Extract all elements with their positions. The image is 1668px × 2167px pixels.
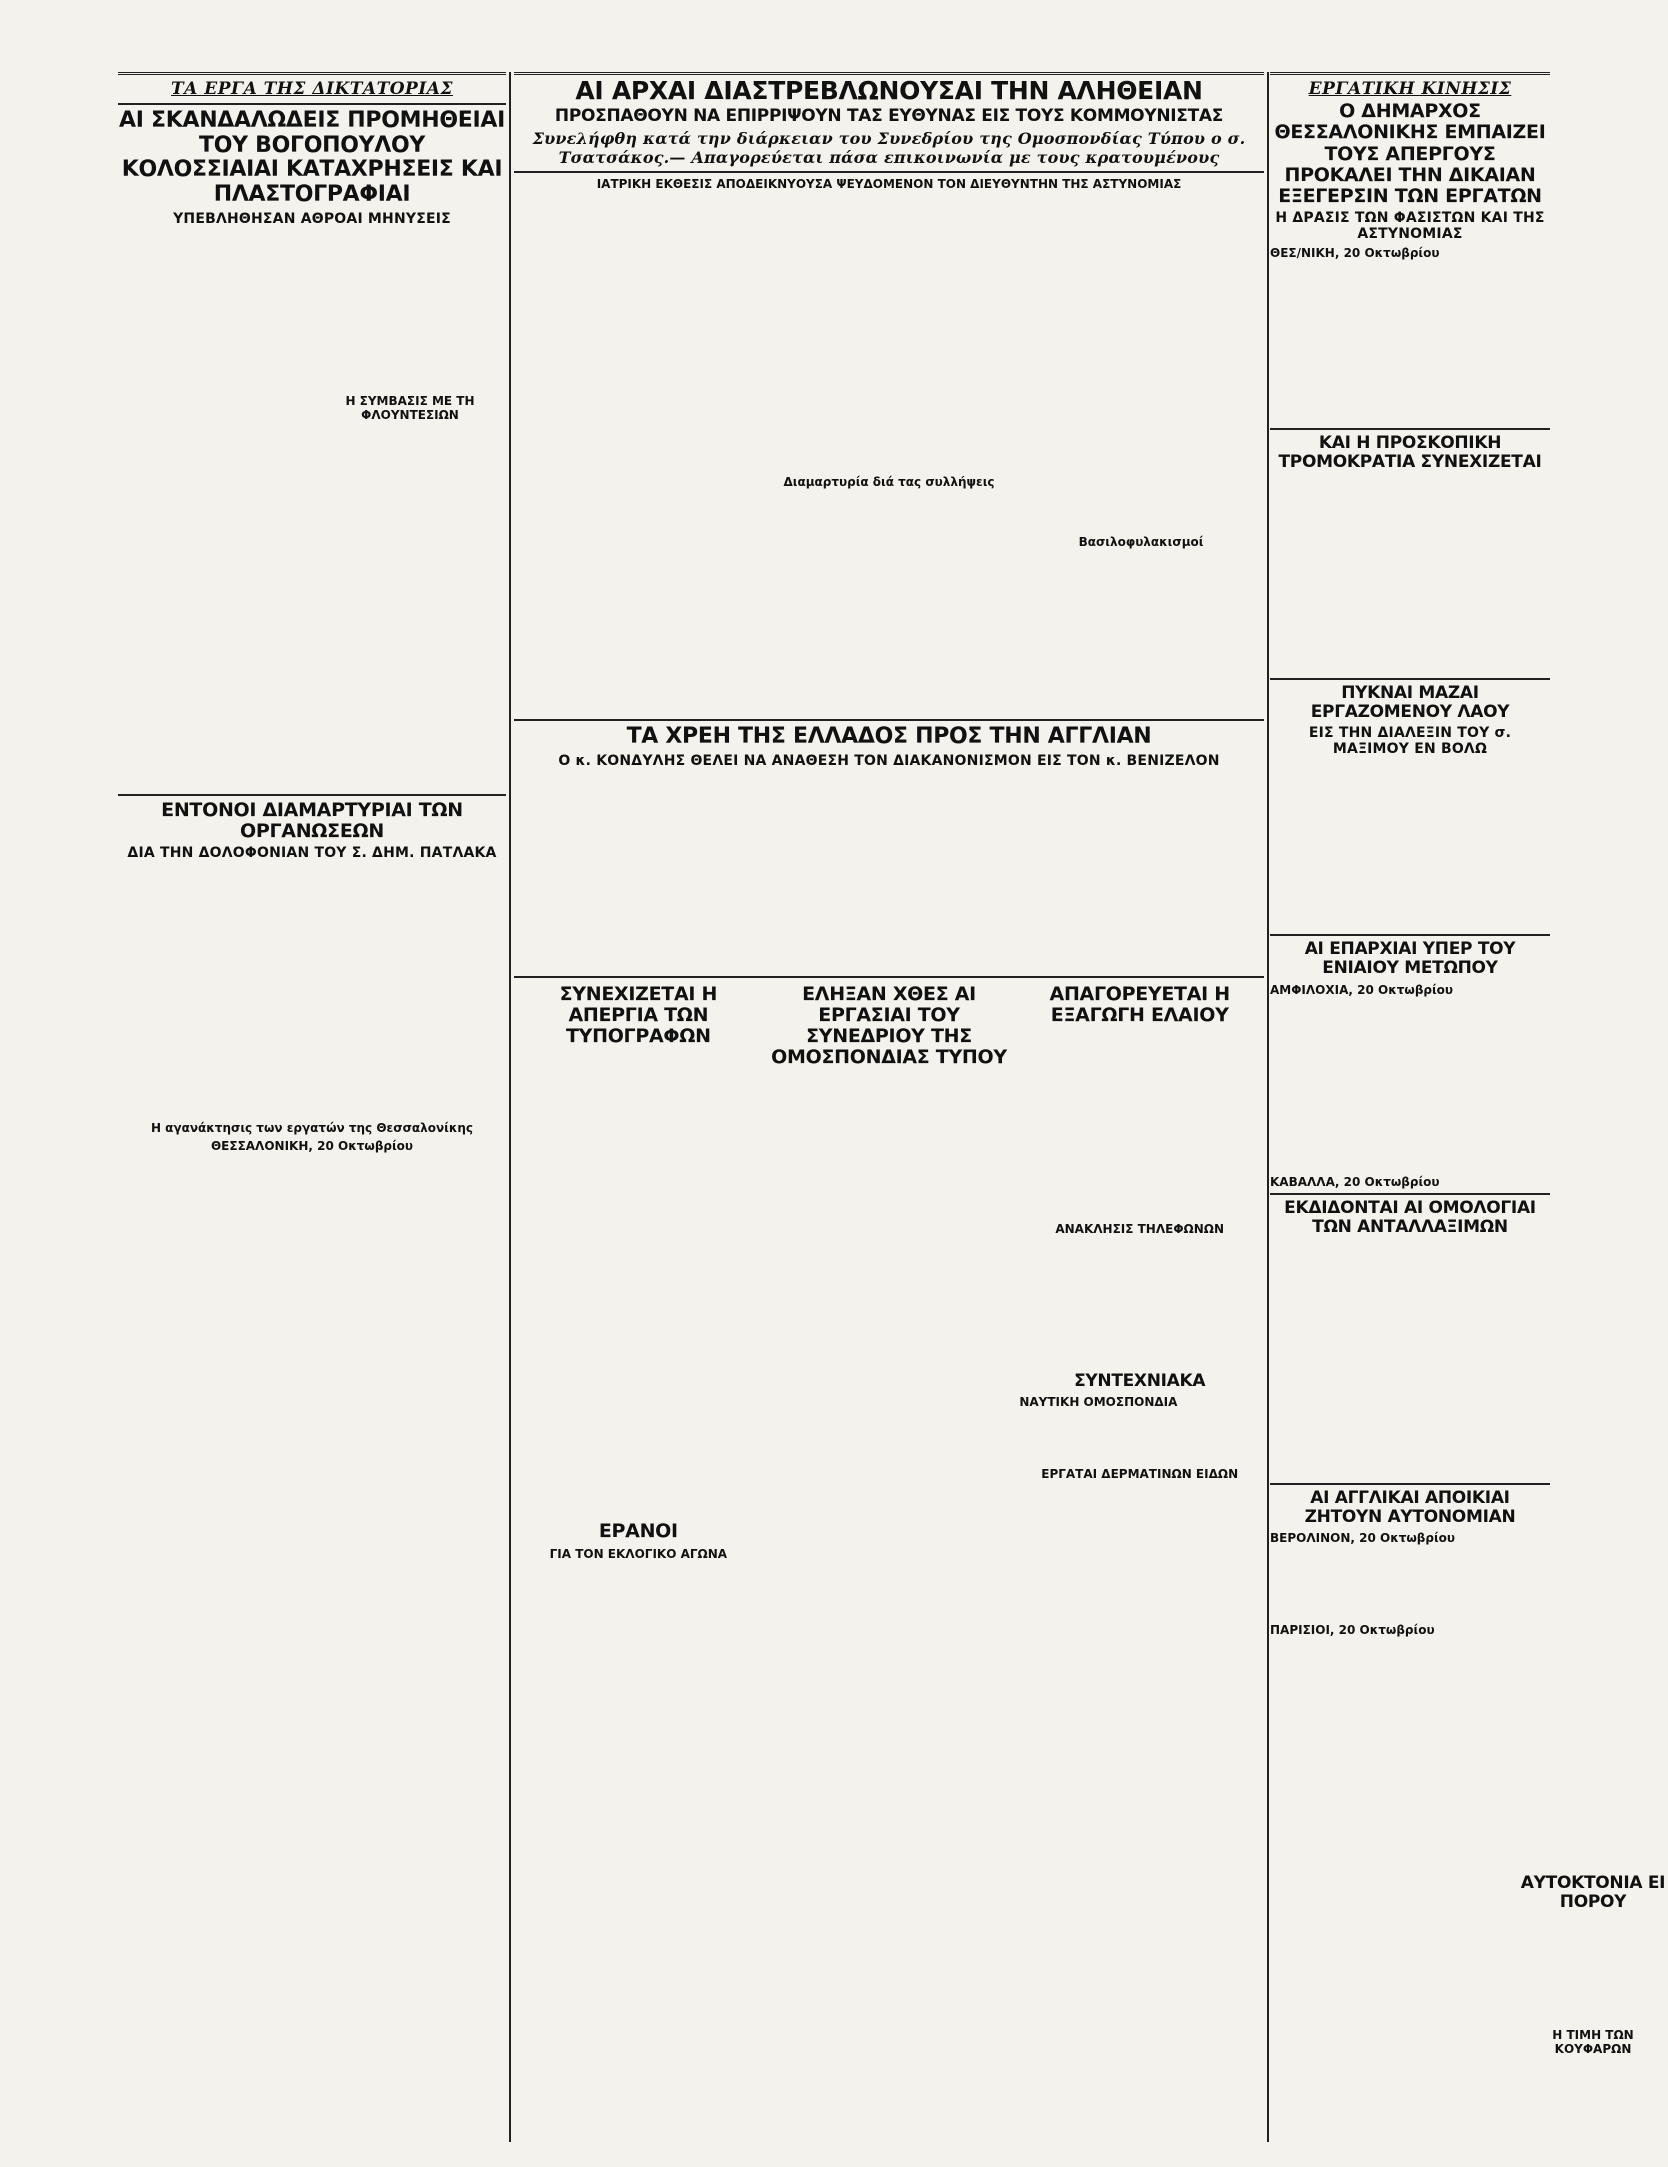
col2-section1: Διαμαρτυρία διά τας συλλήψεις — [783, 475, 995, 490]
col3-headline4: ΑΙ ΕΠΑΡΧΙΑΙ ΥΠΕΡ ΤΟΥ ΕΝΙΑΙΟΥ ΜΕΤΩΠΟΥ — [1304, 939, 1516, 979]
block-oil-export — [1019, 982, 1260, 1565]
col2-b3-item1: ΝΑΥΤΙΚΗ ΟΜΟΣΠΟΝΔΙΑ — [1019, 1395, 1178, 1410]
col3-headline3: ΠΥΚΝΑΙ ΜΑΖΑΙ ΕΡΓΑΖΟΜΕΝΟΥ ΛΑΟΥ — [1310, 683, 1510, 723]
col2-b1-minor: ΕΡΑΝΟΙ — [598, 1520, 678, 1543]
col1-subhead2: ΔΙΑ ΤΗΝ ΔΟΛΟΦΟΝΙΑΝ ΤΟΥ Σ. ΔΗΜ. ΠΑΤΛΑΚΑ — [127, 845, 497, 862]
column-rule-1 — [509, 72, 511, 2142]
column-rule-2 — [1267, 72, 1269, 2142]
col1-subhead: ΥΠΕΒΛΗΘΗΣΑΝ ΑΘΡΟΑΙ ΜΗΝΥΣΕΙΣ — [173, 210, 451, 227]
col1-kicker: ΤΑ ΕΡΓΑ ΤΗΣ ΔΙΚΤΑΤΟΡΙΑΣ — [171, 79, 453, 99]
col1-body-a — [128, 234, 301, 786]
col1-headline2: ΕΝΤΟΝΟΙ ΔΙΑΜΑΡΤΥΡΙΑΙ ΤΩΝ ΟΡΓΑΝΩΣΕΩΝ — [161, 798, 463, 842]
col3-headline6: ΑΙ ΑΓΓΛΙΚΑΙ ΑΠΟΙΚΙΑΙ ΖΗΤΟΥΝ ΑΥΤΟΝΟΜΙΑΝ — [1304, 1487, 1516, 1527]
col1-headline: ΑΙ ΣΚΑΝΔΑΛΩΔΕΙΣ ΠΡΟΜΗΘΕΙΑΙ ΤΟΥ ΒΟΓΟΠΟΥΛΟΥ ΚΟΛΟΣΣΙΑΙΑΙ ΚΑΤΑΧΡΗΣΕΙΣ ΚΑΙ ΠΛΑΣΤΟΓΡΑΦΙΑΙ — [119, 108, 505, 207]
col2-deck: Συνελήφθη κατά την διάρκειαν του Συνεδρίου της Ομοσπονδίας Τύπου ο σ. Τσατσάκος.— Απαγορεύεται πάσα επικοινωνία με τους κρατουμένους — [532, 129, 1246, 168]
col2-b1-title: ΣΥΝΕΧΙΖΕΤΑΙ Η ΑΠΕΡΓΙΑ ΤΩΝ ΤΥΠΟΓΡΑΦΩΝ — [559, 982, 718, 1048]
newspaper-page — [118, 72, 1666, 2142]
col2-b2-title: ΕΛΗΞΑΝ ΧΘΕΣ ΑΙ ΕΡΓΑΣΙΑΙ ΤΟΥ ΣΥΝΕΔΡΙΟΥ ΤΗΣ ΟΜΟΣΠΟΝΔΙΑΣ ΤΥΠΟΥ — [771, 982, 1007, 1069]
col3-dateline7: ΠΑΡΙΣΙΟΙ, 20 Οκτωβρίου — [1270, 1622, 1435, 1637]
col3-headline: Ο ΔΗΜΑΡΧΟΣ ΘΕΣΣΑΛΟΝΙΚΗΣ ΕΜΠΑΙΖΕΙ ΤΟΥΣ ΑΠΕΡΓΟΥΣ ΠΡΟΚΑΛΕΙ ΤΗΝ ΔΙΚΑΙΑΝ ΕΞΕΓΕΡΣΙΝ ΤΩΝ ΕΡΓΑΤΩΝ — [1274, 100, 1546, 208]
col2-minor: ΙΑΤΡΙΚΗ ΕΚΘΕΣΙΣ ΑΠΟΔΕΙΚΝΥΟΥΣΑ ΨΕΥΔΟΜΕΝΟΝ ΤΟΝ ΔΙΕΥΘΥΝΤΗΝ ΤΗΣ ΑΣΤΥΝΟΜΙΑΣ — [596, 177, 1182, 192]
col2-headline2: ΤΑ ΧΡΕΗ ΤΗΣ ΕΛΛΑΔΟΣ ΠΡΟΣ ΤΗΝ ΑΓΓΛΙΑΝ — [626, 724, 1152, 750]
col3-subhead: Η ΔΡΑΣΙΣ ΤΩΝ ΦΑΣΙΣΤΩΝ ΚΑΙ ΤΗΣ ΑΣΤΥΝΟΜΙΑΣ — [1275, 210, 1545, 243]
col3-dateline5: ΚΑΒΑΛΛΑ, 20 Οκτωβρίου — [1270, 1174, 1440, 1189]
col2-headline: ΑΙ ΑΡΧΑΙ ΔΙΑΣΤΡΕΒΛΩΝΟΥΣΑΙ ΤΗΝ ΑΛΗΘΕΙΑΝ — [575, 76, 1203, 105]
block-typographers — [518, 982, 759, 1565]
col3-dateline6: ΒΕΡΟΛΙΝΟΝ, 20 Οκτωβρίου — [1270, 1530, 1456, 1545]
col3-dateline4: ΑΜΦΙΛΟΧΙΑ, 20 Οκτωβρίου — [1270, 982, 1454, 997]
col1-minor2: Η αγανάκτησις των εργατών της Θεσσαλονίκης — [150, 1121, 474, 1136]
col2-b3-section: ΣΥΝΤΕΧΝΙΑΚΑ — [1074, 1371, 1206, 1392]
col1-dateline: ΘΕΣΣΑΛΟΝΙΚΗ, 20 Οκτωβρίου — [210, 1139, 414, 1154]
column-center — [514, 72, 1264, 2142]
col2-subhead: ΠΡΟΣΠΑΘΟΥΝ ΝΑ ΕΠΙΡΡΙΨΟΥΝ ΤΑΣ ΕΥΘΥΝΑΣ ΕΙΣ ΤΟΥΣ ΚΟΜΜΟΥΝΙΣΤΑΣ — [554, 106, 1224, 126]
col2-b1-minor2: ΓΙΑ ΤΟΝ ΕΚΛΟΓΙΚΟ ΑΓΩΝΑ — [549, 1546, 728, 1561]
col3-dateline: ΘΕΣ/ΝΙΚΗ, 20 Οκτωβρίου — [1270, 246, 1440, 261]
col1-minor1: Η ΣΥΜΒΑΣΙΣ ΜΕ ΤΗ ΦΛΟΥΝΤΕΣΙΩΝ — [345, 394, 475, 422]
col3-kicker: ΕΡΓΑΤΙΚΗ ΚΙΝΗΣΙΣ — [1308, 79, 1512, 99]
col3-subhead3: ΕΙΣ ΤΗΝ ΔΙΑΛΕΞΙΝ ΤΟΥ σ. ΜΑΞΙΜΟΥ ΕΝ ΒΟΛΩ — [1308, 725, 1512, 758]
col3-headline5: ΕΚΔΙΔΟΝΤΑΙ ΑΙ ΟΜΟΛΟΓΙΑΙ ΤΩΝ ΑΝΤΑΛΛΑΞΙΜΩΝ — [1284, 1197, 1536, 1237]
col2-b3-item2: ΕΡΓΑΤΑΙ ΔΕΡΜΑΤΙΝΩΝ ΕΙΔΩΝ — [1041, 1467, 1239, 1482]
small-box-right — [1518, 1872, 1668, 2060]
col1-body-b — [323, 234, 496, 786]
col2-subhead2: Ο κ. ΚΟΝΔΥΛΗΣ ΘΕΛΕΙ ΝΑ ΑΝΑΘΕΣΗ ΤΟΝ ΔΙΑΚΑΝΟΝΙΣΜΟΝ ΕΙΣ ΤΟΝ κ. ΒΕΝΙΖΕΛΟΝ — [558, 752, 1220, 769]
column-left — [118, 72, 506, 2142]
col3-headline7: ΑΥΤΟΚΤΟΝΙΑ ΕΙ ΠΟΡΟΥ — [1520, 1873, 1666, 1913]
col3-minor7: Η ΤΙΜΗ ΤΩΝ ΚΟΥΦΑΡΩΝ — [1552, 2028, 1634, 2057]
column-right — [1270, 72, 1550, 2142]
col2-section2: Βασιλοφυλακισμοί — [1078, 535, 1204, 550]
block-congress — [769, 982, 1010, 1565]
col2-b3-title: ΑΠΑΓΟΡΕΥΕΤΑΙ Η ΕΞΑΓΩΓΗ ΕΛΑΙΟΥ — [1049, 982, 1230, 1026]
col3-headline2: ΚΑΙ Η ΠΡΟΣΚΟΠΙΚΗ ΤΡΟΜΟΚΡΑΤΙΑ ΣΥΝΕΧΙΖΕΤΑΙ — [1278, 433, 1542, 473]
col2-b3-minor: ΑΝΑΚΛΗΣΙΣ ΤΗΛΕΦΩΝΩΝ — [1055, 1222, 1225, 1237]
